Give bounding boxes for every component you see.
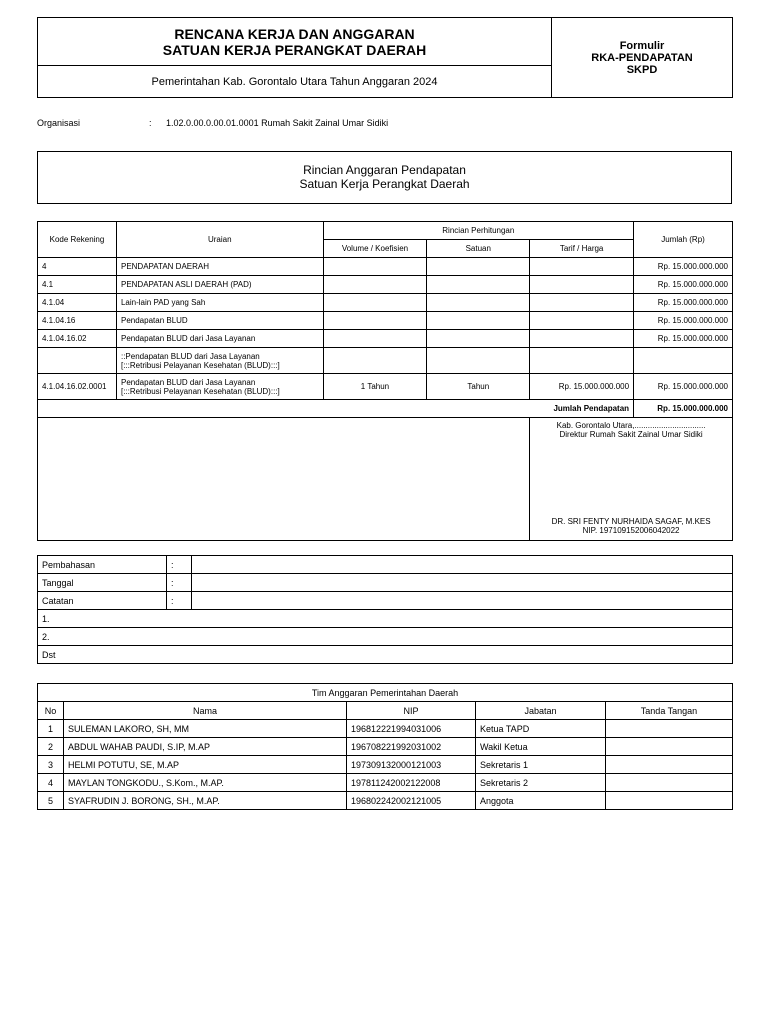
member-jabatan: Sekretaris 2 <box>476 774 606 792</box>
table-row <box>38 374 733 400</box>
doc-subtitle: Pemerintahan Kab. Gorontalo Utara Tahun Anggaran 2024 <box>38 66 552 98</box>
member-nip: 196708221992031002 <box>347 738 476 756</box>
row-satuan <box>427 348 530 374</box>
member-jabatan: Wakil Ketua <box>476 738 606 756</box>
signature-space <box>534 439 728 517</box>
row-uraian-line2: [:::Retribusi Pelayanan Kesehatan (BLUD):::] <box>120 386 280 396</box>
row-volume: 1 Tahun <box>323 374 427 400</box>
total-label: Jumlah Pendapatan <box>38 400 634 418</box>
tim-header-ttd: Tanda Tangan <box>606 702 733 720</box>
header-jumlah: Jumlah (Rp) <box>634 222 733 258</box>
member-ttd <box>606 738 733 756</box>
table-row <box>38 738 733 756</box>
member-no: 5 <box>38 792 64 810</box>
tim-title: Tim Anggaran Pemerintahan Daerah <box>38 684 733 702</box>
doc-title-line2: SATUAN KERJA PERANGKAT DAERAH <box>162 41 427 58</box>
row-volume <box>323 276 427 294</box>
row-kode: 4.1.04 <box>38 294 117 312</box>
table-row <box>38 792 733 810</box>
row-volume <box>323 294 427 312</box>
note-item: 2. <box>38 628 733 646</box>
rincian-title-line2: Satuan Kerja Perangkat Daerah <box>299 177 470 191</box>
row-uraian-line1: Pendapatan BLUD dari Jasa Layanan <box>120 377 256 387</box>
row-jumlah <box>634 348 733 374</box>
header-table <box>37 17 733 98</box>
row-kode: 4.1.04.16 <box>38 312 117 330</box>
member-nama: MAYLAN TONGKODU., S.Kom., M.AP. <box>64 774 347 792</box>
table-row <box>38 312 733 330</box>
member-nip: 196812221994031006 <box>347 720 476 738</box>
member-ttd <box>606 720 733 738</box>
organisasi-label: Organisasi <box>37 118 81 128</box>
table-row <box>38 258 733 276</box>
row-kode: 4.1.04.16.02.0001 <box>38 374 117 400</box>
row-satuan <box>427 330 530 348</box>
row-satuan <box>427 294 530 312</box>
pembahasan-row <box>38 574 733 592</box>
pembahasan-sep: : <box>167 556 192 574</box>
form-label: Formulir <box>619 39 665 52</box>
pembahasan-value <box>192 556 733 574</box>
table-row <box>38 348 733 374</box>
row-tarif <box>530 330 634 348</box>
row-kode: 4.1.04.16.02 <box>38 330 117 348</box>
table-row <box>38 774 733 792</box>
total-row <box>38 400 733 418</box>
row-tarif <box>530 312 634 330</box>
row-volume <box>323 348 427 374</box>
row-kode <box>38 348 117 374</box>
row-uraian: PENDAPATAN ASLI DAERAH (PAD) <box>116 276 323 294</box>
tanggal-label: Tanggal <box>38 574 167 592</box>
organisasi-sep: : <box>149 118 152 128</box>
member-nip: 197811242002122008 <box>347 774 476 792</box>
tim-anggaran-table <box>37 683 733 810</box>
signature-place: Kab. Gorontalo Utara,................................ <box>556 421 706 430</box>
form-cell <box>552 18 733 98</box>
organisasi-line <box>37 118 388 128</box>
catatan-value <box>192 592 733 610</box>
table-row <box>38 330 733 348</box>
note-row <box>38 610 733 628</box>
row-jumlah: Rp. 15.000.000.000 <box>634 258 733 276</box>
signature-blank <box>38 418 530 541</box>
pembahasan-label: Pembahasan <box>38 556 167 574</box>
tim-header-nip: NIP <box>347 702 476 720</box>
rincian-title-line1: Rincian Anggaran Pendapatan <box>303 163 466 177</box>
note-row <box>38 628 733 646</box>
row-satuan <box>427 276 530 294</box>
member-nama: HELMI POTUTU, SE, M.AP <box>64 756 347 774</box>
row-satuan <box>427 312 530 330</box>
table-row <box>38 294 733 312</box>
tanggal-value <box>192 574 733 592</box>
table-row <box>38 756 733 774</box>
member-jabatan: Ketua TAPD <box>476 720 606 738</box>
note-item: 1. <box>38 610 733 628</box>
member-nama: SYAFRUDIN J. BORONG, SH., M.AP. <box>64 792 347 810</box>
row-uraian: PENDAPATAN DAERAH <box>116 258 323 276</box>
row-volume <box>323 330 427 348</box>
member-no: 3 <box>38 756 64 774</box>
member-no: 4 <box>38 774 64 792</box>
member-no: 1 <box>38 720 64 738</box>
row-jumlah: Rp. 15.000.000.000 <box>634 276 733 294</box>
member-jabatan: Anggota <box>476 792 606 810</box>
header-satuan: Satuan <box>427 240 530 258</box>
tim-header-jabatan: Jabatan <box>476 702 606 720</box>
header-rincian: Rincian Perhitungan <box>323 222 633 240</box>
pembahasan-row <box>38 592 733 610</box>
row-tarif: Rp. 15.000.000.000 <box>530 374 634 400</box>
row-uraian <box>116 374 323 400</box>
row-jumlah: Rp. 15.000.000.000 <box>634 374 733 400</box>
tim-header-nama: Nama <box>64 702 347 720</box>
member-nip: 197309132000121003 <box>347 756 476 774</box>
signature-position: Direktur Rumah Sakit Zainal Umar Sidiki <box>559 430 703 439</box>
member-nip: 196802242002121005 <box>347 792 476 810</box>
header-kode: Kode Rekening <box>38 222 117 258</box>
member-ttd <box>606 756 733 774</box>
signature-row <box>38 418 733 541</box>
row-satuan: Tahun <box>427 374 530 400</box>
row-jumlah: Rp. 15.000.000.000 <box>634 294 733 312</box>
pembahasan-row <box>38 556 733 574</box>
doc-title-line1: RENCANA KERJA DAN ANGGARAN <box>174 25 415 42</box>
member-nama: ABDUL WAHAB PAUDI, S.IP, M.AP <box>64 738 347 756</box>
header-volume: Volume / Koefisien <box>323 240 427 258</box>
signature-cell <box>530 418 733 541</box>
header-tarif: Tarif / Harga <box>530 240 634 258</box>
row-tarif <box>530 294 634 312</box>
pembahasan-table <box>37 555 733 664</box>
row-tarif <box>530 276 634 294</box>
member-jabatan: Sekretaris 1 <box>476 756 606 774</box>
row-uraian: Lain-lain PAD yang Sah <box>116 294 323 312</box>
member-ttd <box>606 774 733 792</box>
member-nama: SULEMAN LAKORO, SH, MM <box>64 720 347 738</box>
tanggal-sep: : <box>167 574 192 592</box>
row-uraian: Pendapatan BLUD dari Jasa Layanan <box>116 330 323 348</box>
form-code: RKA-PENDAPATAN <box>591 51 693 64</box>
row-jumlah: Rp. 15.000.000.000 <box>634 312 733 330</box>
row-uraian: Pendapatan BLUD <box>116 312 323 330</box>
row-volume <box>323 258 427 276</box>
tim-header-no: No <box>38 702 64 720</box>
row-kode: 4.1 <box>38 276 117 294</box>
member-no: 2 <box>38 738 64 756</box>
row-tarif <box>530 348 634 374</box>
title-cell <box>38 18 552 66</box>
form-unit: SKPD <box>626 63 658 76</box>
rincian-title-box <box>37 151 732 204</box>
table-row <box>38 720 733 738</box>
table-row <box>38 276 733 294</box>
organisasi-value: 1.02.0.00.0.00.01.0001 Rumah Sakit Zainal Umar Sidiki <box>166 118 389 128</box>
row-kode: 4 <box>38 258 117 276</box>
detail-table <box>37 221 733 541</box>
header-uraian: Uraian <box>116 222 323 258</box>
catatan-label: Catatan <box>38 592 167 610</box>
row-satuan <box>427 258 530 276</box>
signature-name: DR. SRI FENTY NURHAIDA SAGAF, M.KES <box>551 517 711 526</box>
signature-nip: NIP. 197109152006042022 <box>582 526 680 535</box>
catatan-sep: : <box>167 592 192 610</box>
row-jumlah: Rp. 15.000.000.000 <box>634 330 733 348</box>
member-ttd <box>606 792 733 810</box>
row-uraian-line1: ::Pendapatan BLUD dari Jasa Layanan <box>120 351 260 361</box>
row-volume <box>323 312 427 330</box>
row-uraian <box>116 348 323 374</box>
total-value: Rp. 15.000.000.000 <box>634 400 733 418</box>
note-row <box>38 646 733 664</box>
note-item: Dst <box>38 646 733 664</box>
row-tarif <box>530 258 634 276</box>
row-uraian-line2: [:::Retribusi Pelayanan Kesehatan (BLUD):::] <box>120 360 280 370</box>
